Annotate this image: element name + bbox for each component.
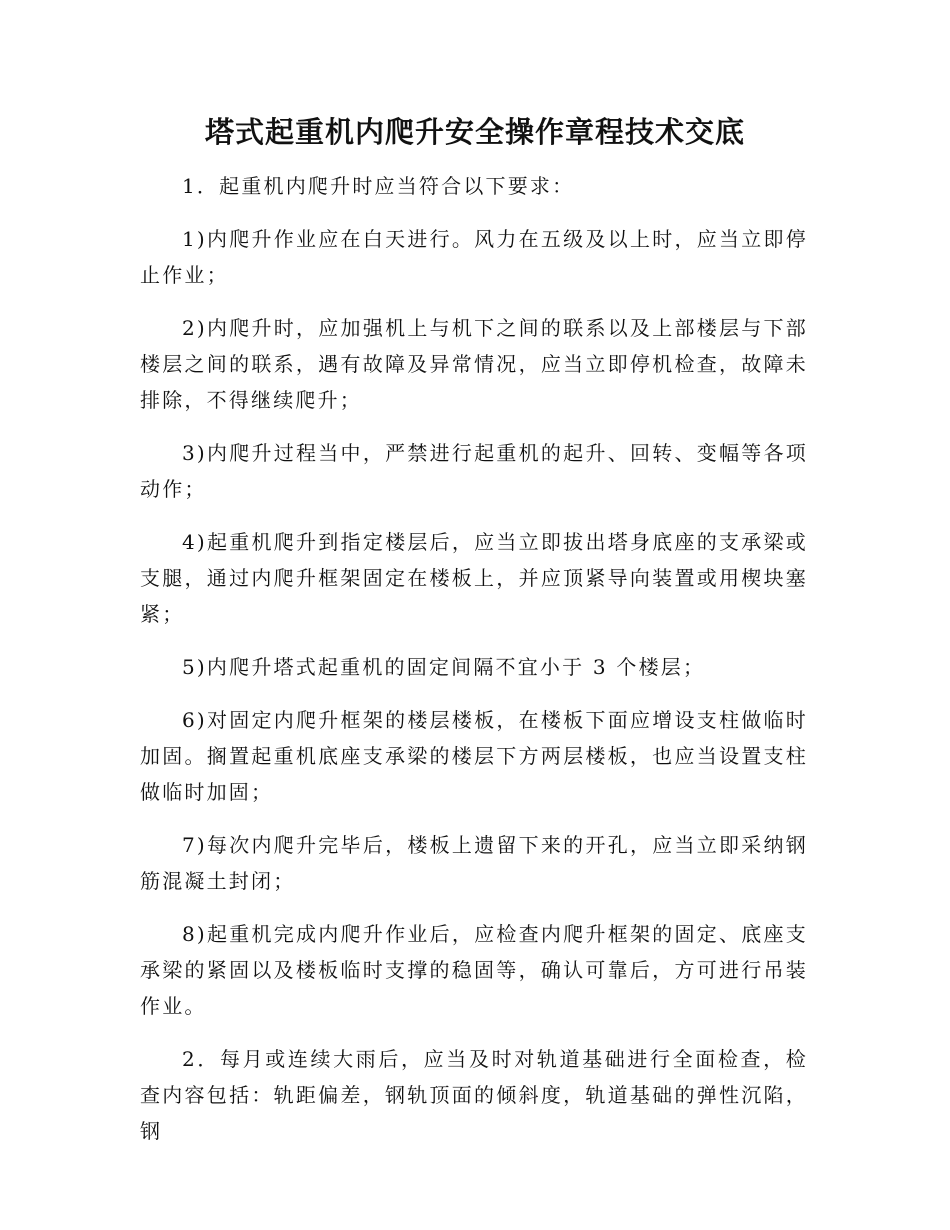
paragraph-1-8: 8)起重机完成内爬升作业后，应检查内爬升框架的固定、底座支承梁的紧固以及楼板临时支撑的稳固等，确认可靠后，方可进行吊装作业。 (140, 922, 808, 1018)
paragraph-1-4: 4)起重机爬升到指定楼层后，应当立即拔出塔身底座的支承梁或支腿，通过内爬升框架固定在楼板上，并应顶紧导向装置或用楔块塞紧； (140, 530, 808, 626)
document-title: 塔式起重机内爬升安全操作章程技术交底 (204, 115, 745, 149)
paragraph-1-3: 3)内爬升过程当中，严禁进行起重机的起升、回转、变幅等各项动作； (140, 441, 808, 501)
paragraph-1-2: 2)内爬升时，应加强机上与机下之间的联系以及上部楼层与下部楼层之间的联系，遇有故障及异常情况，应当立即停机检查，故障未排除，不得继续爬升； (140, 316, 808, 412)
document-body (140, 168, 808, 1166)
paragraph-2: 2．每月或连续大雨后，应当及时对轨道基础进行全面检查，检查内容包括：轨距偏差，钢轨顶面的倾斜度，轨道基础的弹性沉陷，钢 (140, 1047, 808, 1143)
paragraph-1-1: 1)内爬升作业应在白天进行。风力在五级及以上时，应当立即停止作业； (140, 227, 808, 287)
paragraph-1-7: 7)每次内爬升完毕后，楼板上遗留下来的开孔，应当立即采纳钢筋混凝土封闭； (140, 833, 808, 893)
paragraph-1: 1．起重机内爬升时应当符合以下要求： (182, 174, 575, 198)
paragraph-1-6: 6)对固定内爬升框架的楼层楼板，在楼板下面应增设支柱做临时加固。搁置起重机底座支承梁的楼层下方两层楼板，也应当设置支柱做临时加固； (140, 708, 808, 804)
paragraph-1-5: 5)内爬升塔式起重机的固定间隔不宜小于 3 个楼层； (182, 655, 706, 679)
